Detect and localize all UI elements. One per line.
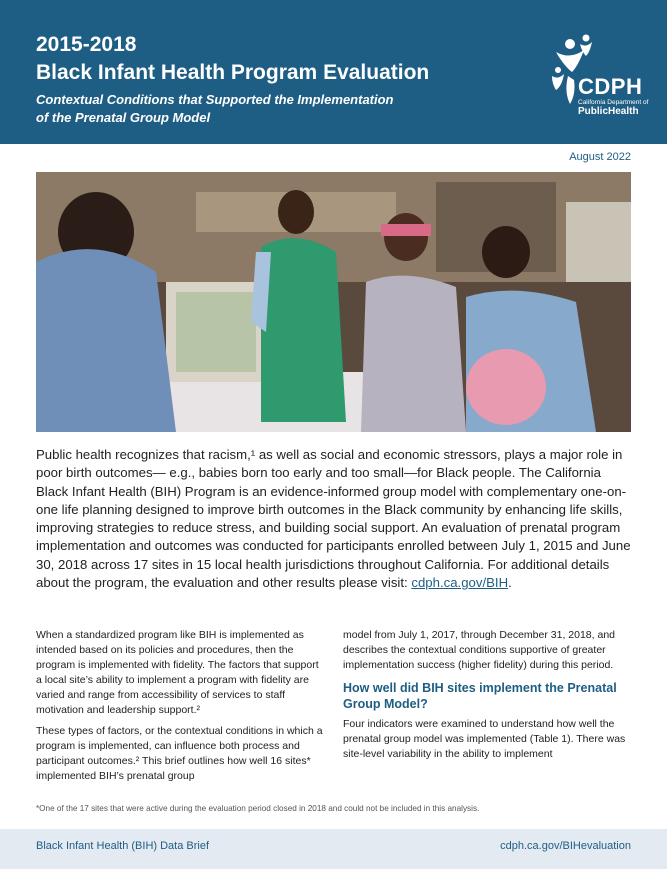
intro-paragraph bbox=[36, 446, 632, 592]
page-subtitle-line2: of the Prenatal Group Model bbox=[36, 110, 211, 125]
page-title: Black Infant Health Program Evaluation bbox=[36, 61, 430, 84]
intro-tail: . bbox=[508, 575, 512, 591]
footer-url[interactable]: cdph.ca.gov/BIHevaluation bbox=[500, 840, 631, 852]
header-banner bbox=[0, 0, 667, 144]
publication-date: August 2022 bbox=[569, 151, 631, 163]
logo-department-line: California Department of bbox=[578, 99, 649, 106]
footer-bar bbox=[0, 829, 667, 869]
footnote: *One of the 17 sites that were active during the evaluation period closed in 2018 and could not be included in this analysis. bbox=[36, 804, 480, 813]
logo-public-health-line: PublicHealth bbox=[578, 106, 639, 117]
page-title-years: 2015-2018 bbox=[36, 33, 137, 56]
right-paragraph-2: Four indicators were examined to understand how well the prenatal group model was implemented (Table 1). There was site-level variability in the ability to implement bbox=[343, 717, 626, 760]
left-column bbox=[36, 628, 326, 791]
logo-wordmark: CDPH bbox=[578, 74, 643, 99]
left-paragraph-2: These types of factors, or the contextual conditions in which a program is implemented, can influence both process and participant outcomes.² This brief outlines how well 16 sites* implemented BIH’s prenatal group bbox=[36, 725, 323, 783]
page-subtitle-line1: Contextual Conditions that Supported the Implementation bbox=[36, 92, 394, 107]
footer-title: Black Infant Health (BIH) Data Brief bbox=[36, 840, 210, 852]
section-heading: How well did BIH sites implement the Prenatal Group Model? bbox=[343, 680, 617, 711]
group-photo-icon bbox=[36, 172, 631, 432]
bih-link[interactable]: cdph.ca.gov/BIH bbox=[411, 575, 509, 591]
intro-text: Public health recognizes that racism,¹ as well as social and economic stressors, plays a major role in poor birth outcomes— e.g., babies born too early and too small—for Black people. The California Black Infant Health (BIH) Program is an evidence-informed group model with complementary one-on-one life planning designed to improve birth outcomes in the Black community by enhancing life skills, improving strategies to reduce stress, and building social support. An evaluation of prenatal program implementation and outcomes was conducted for participants enrolled between July 1, 2015 and June 30, 2018 across 17 sites in 15 local health jurisdictions throughout California. For additional details about the program, the evaluation and other results please visit: bbox=[36, 447, 631, 591]
left-paragraph-1: When a standardized program like BIH is implemented as intended based on its policies and procedures, then the program is implemented with fidelity. The factors that support a local site’s ability to implement a program with fidelity are varied and range from accessibility of services to staff motivation and leadership support.² bbox=[36, 629, 319, 716]
right-column bbox=[343, 628, 633, 768]
right-paragraph-1: model from July 1, 2017, through December 31, 2018, and describes the contextual conditions supportive of greater implementation success (higher fidelity) during this period. bbox=[343, 629, 615, 671]
